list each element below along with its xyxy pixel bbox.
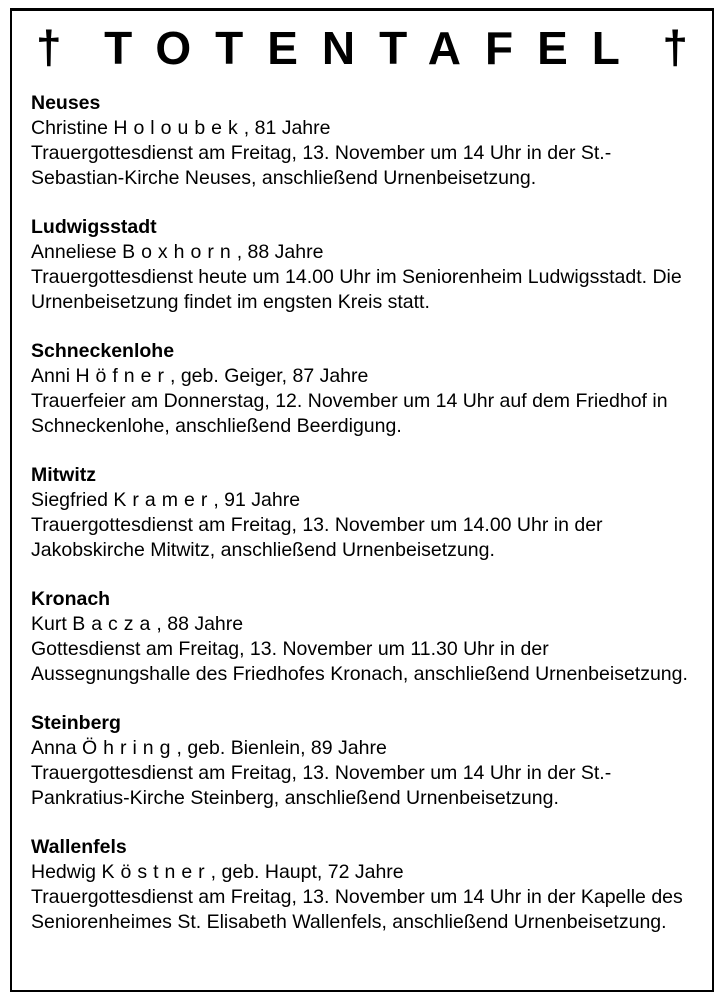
list-item: [31, 339, 701, 439]
page-title: TOTENTAFEL: [104, 22, 644, 74]
service-details: Trauergottesdienst am Freitag, 13. November um 14 Uhr in der St.-Sebastian-Kirche Neuses, anschließend Urnenbeisetzung.: [31, 142, 612, 189]
service-details: Trauergottesdienst am Freitag, 13. November um 14 Uhr in der St.-Pankratius-Kirche Steinberg, anschließend Urnenbeisetzung.: [31, 762, 612, 809]
cross-icon-left: †: [36, 21, 62, 73]
service-details: Trauergottesdienst am Freitag, 13. November um 14.00 Uhr in der Jakobskirche Mitwitz, anschließend Urnenbeisetzung.: [31, 514, 603, 561]
surname: Höfner: [75, 365, 170, 387]
place-name: Ludwigsstadt: [31, 216, 157, 238]
person-line: [31, 736, 701, 761]
surname: Köstner: [101, 861, 211, 883]
person-suffix: , 91 Jahre: [213, 489, 301, 511]
place-name: Neuses: [31, 92, 101, 114]
surname: Holoubek: [113, 117, 244, 139]
place-name: Mitwitz: [31, 464, 96, 486]
person-suffix: , geb. Geiger, 87 Jahre: [169, 365, 369, 387]
first-name: Anni: [31, 365, 71, 387]
notice-frame: [10, 8, 714, 992]
service-details: Gottesdienst am Freitag, 13. November um 11.30 Uhr in der Aussegnungshalle des Friedhofes Kronach, anschließend Urnenbeisetzung.: [31, 638, 688, 685]
first-name: Christine: [31, 117, 108, 139]
first-name: Anna: [31, 737, 77, 759]
first-name: Kurt: [31, 613, 67, 635]
list-item: [31, 711, 701, 811]
first-name: Siegfried: [31, 489, 108, 511]
surname: Bacza: [72, 613, 157, 635]
person-line: [31, 488, 701, 513]
person-line: [31, 364, 701, 389]
place-name: Steinberg: [31, 712, 121, 734]
person-line: [31, 240, 701, 265]
service-details: Trauergottesdienst am Freitag, 13. November um 14 Uhr in der Kapelle des Seniorenheimes St. Elisabeth Wallenfels, anschließend Urnenbeisetzung.: [31, 886, 683, 933]
list-item: [31, 835, 701, 935]
surname: Öhring: [81, 737, 177, 759]
first-name: Hedwig: [31, 861, 97, 883]
surname: Boxhorn: [122, 241, 237, 263]
person-line: [31, 116, 701, 141]
place-name: Schneckenlohe: [31, 340, 175, 362]
person-suffix: , 88 Jahre: [156, 613, 244, 635]
entries-list: [31, 91, 701, 959]
header: [12, 19, 712, 79]
cross-icon-right: †: [662, 21, 688, 73]
person-suffix: , 88 Jahre: [236, 241, 324, 263]
list-item: [31, 587, 701, 687]
person-line: [31, 612, 701, 637]
surname: Kramer: [113, 489, 214, 511]
person-suffix: , 81 Jahre: [243, 117, 331, 139]
place-name: Wallenfels: [31, 836, 127, 858]
list-item: [31, 91, 701, 191]
service-details: Trauerfeier am Donnerstag, 12. November um 14 Uhr auf dem Friedhof in Schneckenlohe, anschließend Beerdigung.: [31, 390, 668, 437]
service-details: Trauergottesdienst heute um 14.00 Uhr im Seniorenheim Ludwigsstadt. Die Urnenbeisetzung findet im engsten Kreis statt.: [31, 266, 682, 313]
list-item: [31, 463, 701, 563]
first-name: Anneliese: [31, 241, 117, 263]
person-suffix: , geb. Bienlein, 89 Jahre: [176, 737, 387, 759]
place-name: Kronach: [31, 588, 111, 610]
person-suffix: , geb. Haupt, 72 Jahre: [210, 861, 404, 883]
list-item: [31, 215, 701, 315]
person-line: [31, 860, 701, 885]
